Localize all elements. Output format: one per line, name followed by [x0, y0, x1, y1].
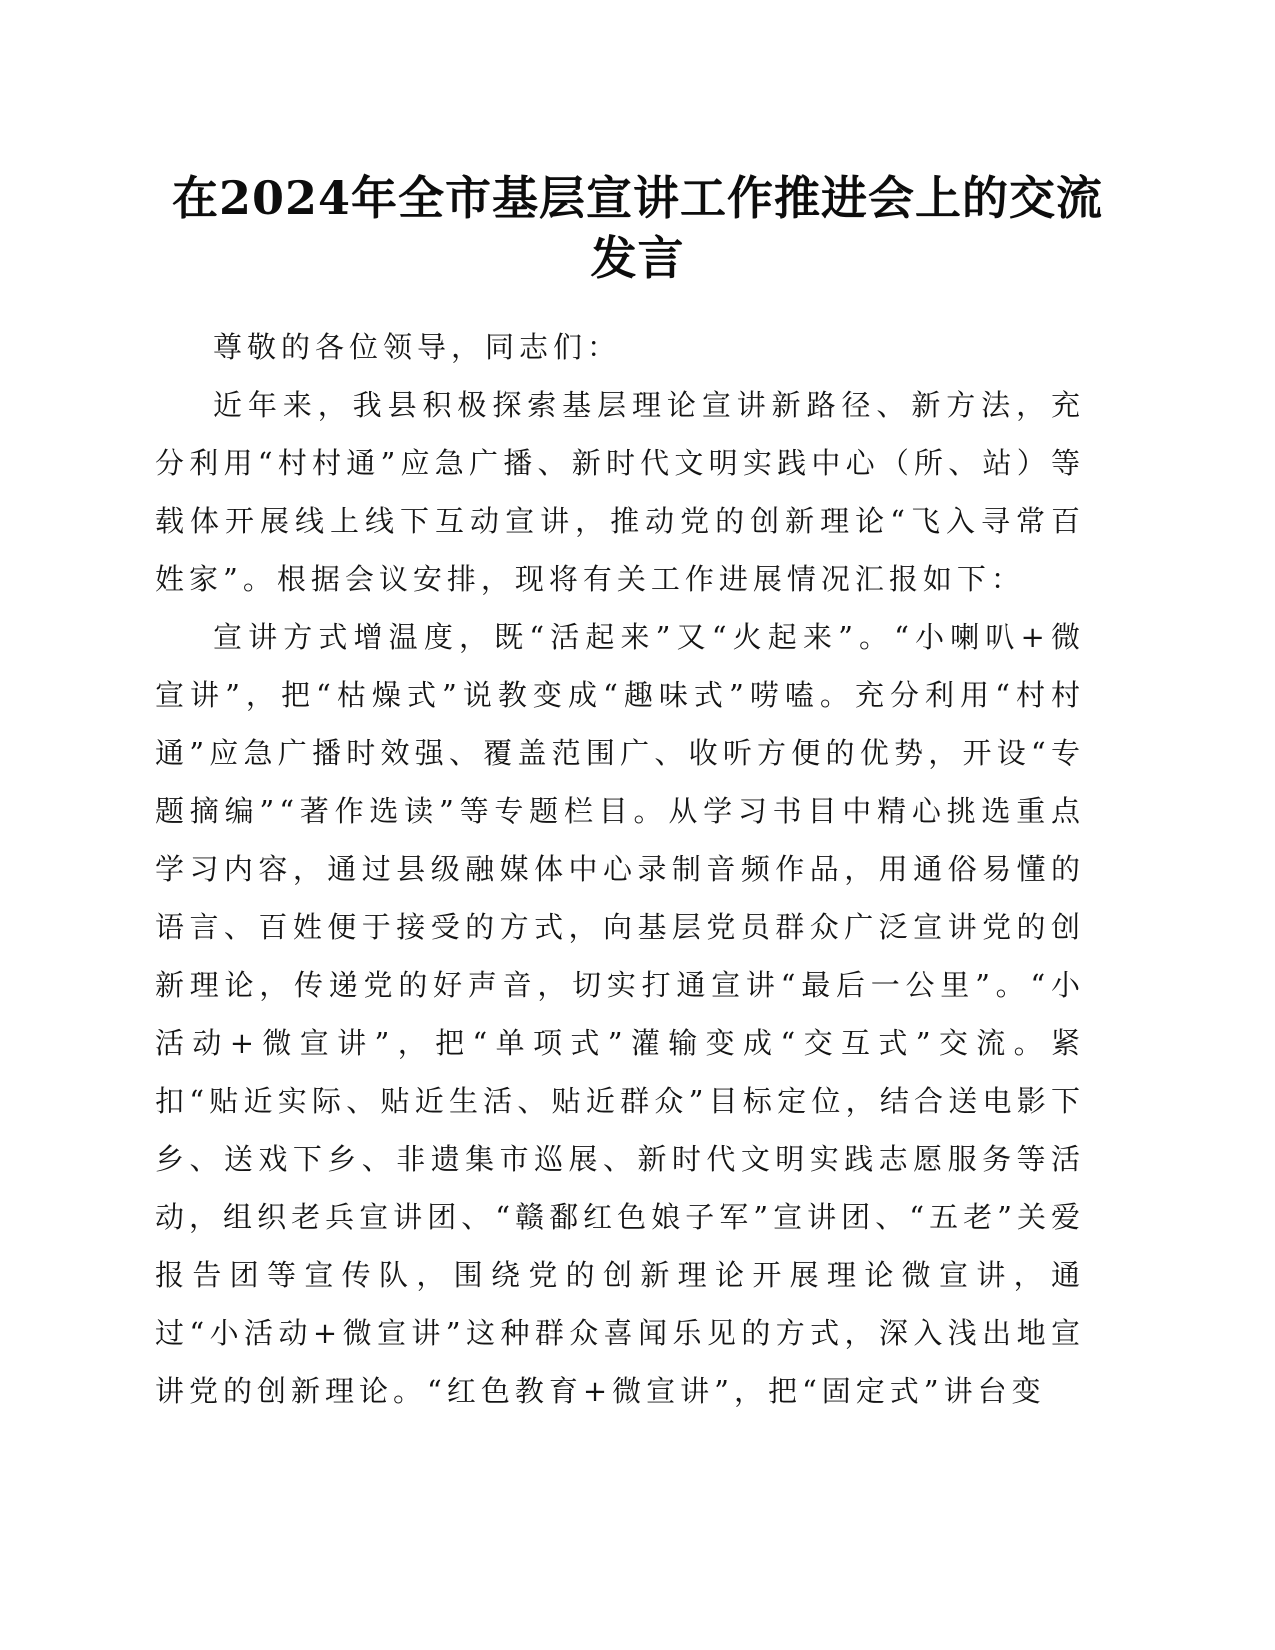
salutation-paragraph: 尊敬的各位领导，同志们： — [213, 330, 622, 364]
body-paragraph: 宣讲方式增温度，既“活起来”又“火起来”。“小喇叭+微宣讲”，把“枯燥式”说教变成“趣味式”唠嗑。充分利用“村村通”应急广播时效强、覆盖范围广、收听方便的优势，开设“专题摘编”“著作选读”等专题栏目。从学习书目中精心挑选重点学习内容，通过县级融媒体中心录制音频作品，用通俗易懂的语言、百姓便于接受的方式，向基层党员群众广泛宣讲党的创新理论，传递党的好声音，切实打通宣讲“最后一公里”。“小活动+微宣讲”，把“单项式”灌输变成“交互式”交流。紧扣“贴近实际、贴近生活、贴近群众”目标定位，结合送电影下乡、送戏下乡、非遗集市巡展、新时代文明实践志愿服务等活动，组织老兵宣讲团、“赣鄱红色娘子军”宣讲团、“五老”关爱报告团等宣传队，围绕党的创新理论开展理论微宣讲，通过“小活动+微宣讲”这种群众喜闻乐见的方式，深入浅出地宣讲党的创新理论。“红色教育+微宣讲”，把“固定式”讲台变 — [155, 620, 1085, 1408]
document-body — [155, 318, 1085, 1420]
document-title: 在2024年全市基层宣讲工作推进会上的交流发言 — [171, 171, 1104, 285]
intro-paragraph: 近年来，我县积极探索基层理论宣讲新路径、新方法，充分利用“村村通”应急广播、新时代文明实践中心（所、站）等载体开展线上线下互动宣讲，推动党的创新理论“飞入寻常百姓家”。根据会议安排，现将有关工作进展情况汇报如下： — [155, 388, 1085, 596]
